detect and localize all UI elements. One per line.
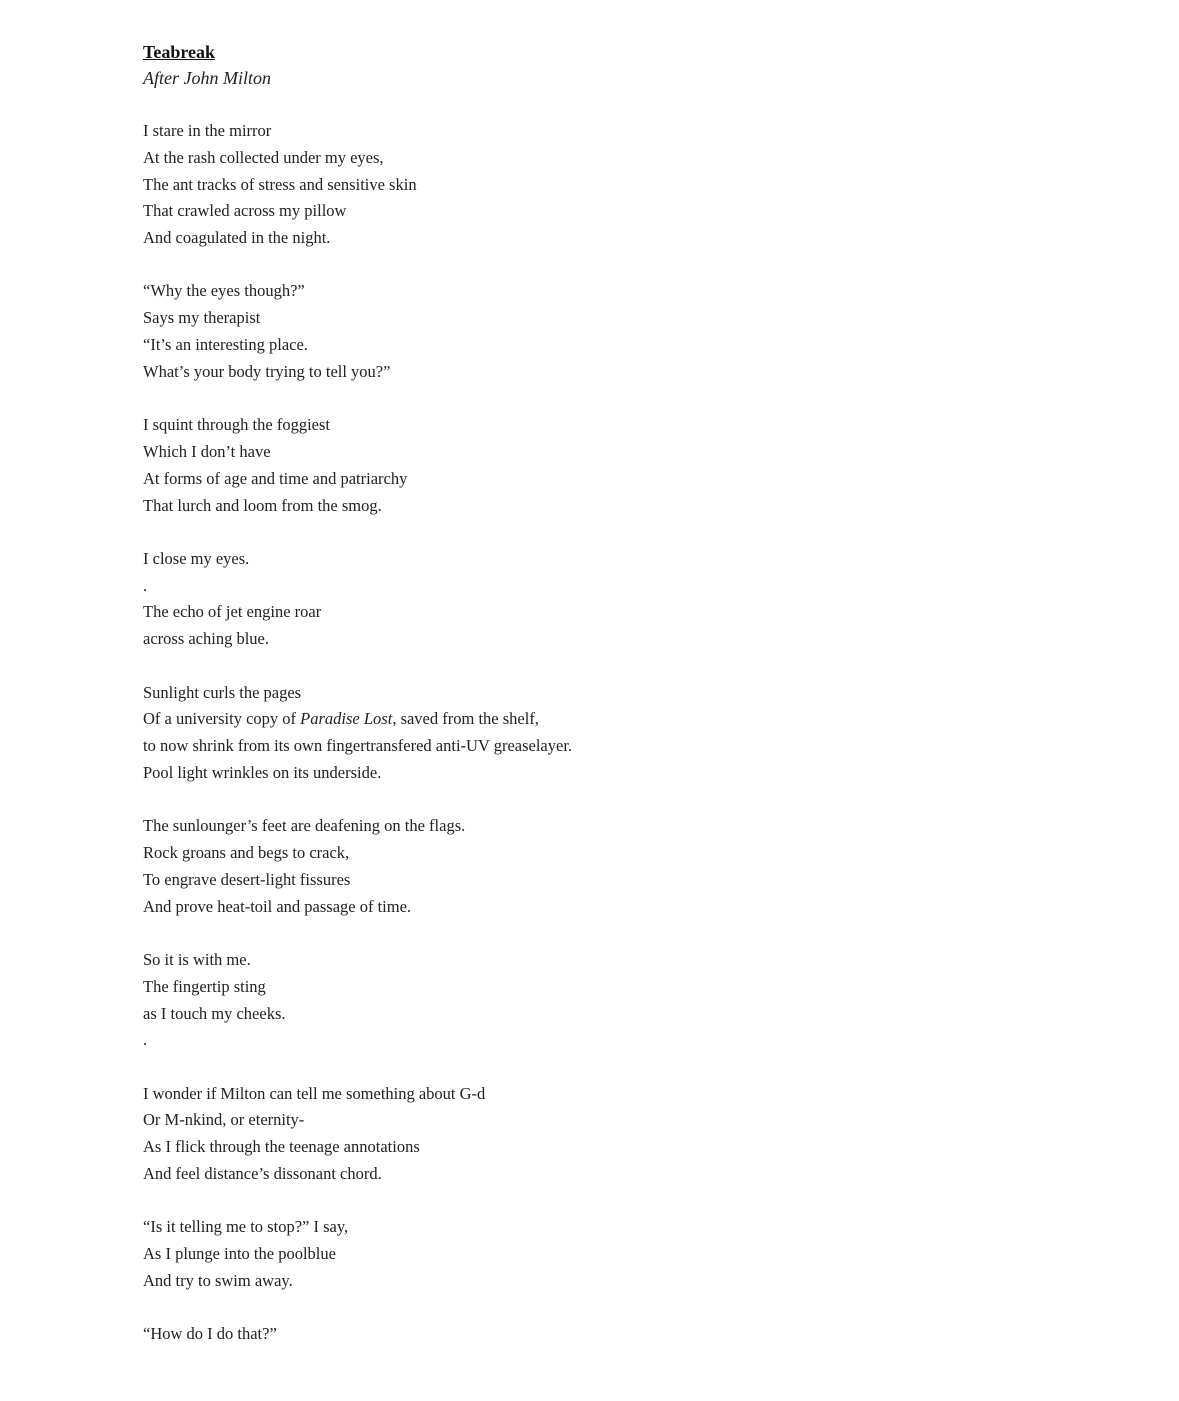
stanza-9 <box>143 1214 1179 1294</box>
stanza-5 <box>143 680 1179 787</box>
poem-line: Or M-nkind, or eternity- <box>143 1110 305 1130</box>
poem-subtitle: After John Milton <box>143 68 271 88</box>
stanza-8 <box>143 1081 1179 1188</box>
poem-line: Sunlight curls the pages <box>143 682 302 702</box>
poem-line: And coagulated in the night. <box>143 228 331 248</box>
book-title: Paradise Lost <box>300 709 393 729</box>
poem-line: The echo of jet engine roar <box>143 602 322 622</box>
poem-line-part: , saved from the shelf, <box>392 709 539 729</box>
poem-line: What’s your body trying to tell you?” <box>143 361 391 381</box>
poem-line: And try to swim away. <box>143 1270 293 1290</box>
poem-line: The fingertip sting <box>143 976 266 996</box>
poem-line: That lurch and loom from the smog. <box>143 495 382 515</box>
poem-line: The sunlounger’s feet are deafening on the flags. <box>143 816 466 836</box>
poem-line: I stare in the mirror <box>143 121 272 140</box>
poem-line: Rock groans and begs to crack, <box>143 843 350 863</box>
poem-line: To engrave desert-light fissures <box>143 869 351 889</box>
poem-line: “Is it telling me to stop?” I say, <box>143 1217 349 1237</box>
stanza-4 <box>143 546 1179 653</box>
poem-line-part: Of a university copy of <box>143 709 301 729</box>
poem-line: I squint through the foggiest <box>143 415 330 435</box>
poem-line: to now shrink from its own fingertransfered anti-UV greaselayer. <box>143 736 573 756</box>
poem-line: “How do I do that?” <box>143 1324 277 1344</box>
poem-line: The ant tracks of stress and sensitive skin <box>143 174 417 194</box>
stanza-10 <box>143 1321 1179 1348</box>
poem-line: And feel distance’s dissonant chord. <box>143 1164 382 1183</box>
poem-line: “It’s an interesting place. <box>143 335 308 355</box>
poem-line: I close my eyes. <box>143 548 250 568</box>
poem-line: At the rash collected under my eyes, <box>143 147 384 167</box>
poem-line: That crawled across my pillow <box>143 201 347 221</box>
poem-line: across aching blue. <box>143 629 269 649</box>
stanza-3 <box>143 412 1179 519</box>
poem-line: Pool light wrinkles on its underside. <box>143 762 382 782</box>
poem-line: As I flick through the teenage annotations <box>143 1137 420 1157</box>
poem-dot-separator: . <box>143 1030 148 1050</box>
stanza-6 <box>143 813 1179 920</box>
poem-title: Teabreak <box>143 42 216 62</box>
stanza-2 <box>143 278 1179 385</box>
poem-line: As I plunge into the poolblue <box>143 1244 336 1264</box>
poem-line: as I touch my cheeks. <box>143 1003 286 1023</box>
poem-line: At forms of age and time and patriarchy <box>143 468 408 488</box>
stanza-7 <box>143 947 1179 1054</box>
poem-line: And prove heat-toil and passage of time. <box>143 896 412 916</box>
poem-line-with-title <box>143 706 1179 733</box>
poem-dot-separator: . <box>143 575 148 595</box>
poem-line: Which I don’t have <box>143 441 271 461</box>
poem-line: “Why the eyes though?” <box>143 281 305 301</box>
poem-line: Says my therapist <box>143 308 261 328</box>
poem-line: I wonder if Milton can tell me something about G-d <box>143 1083 486 1103</box>
poem-line: So it is with me. <box>143 949 251 969</box>
stanza-1 <box>143 118 1179 252</box>
